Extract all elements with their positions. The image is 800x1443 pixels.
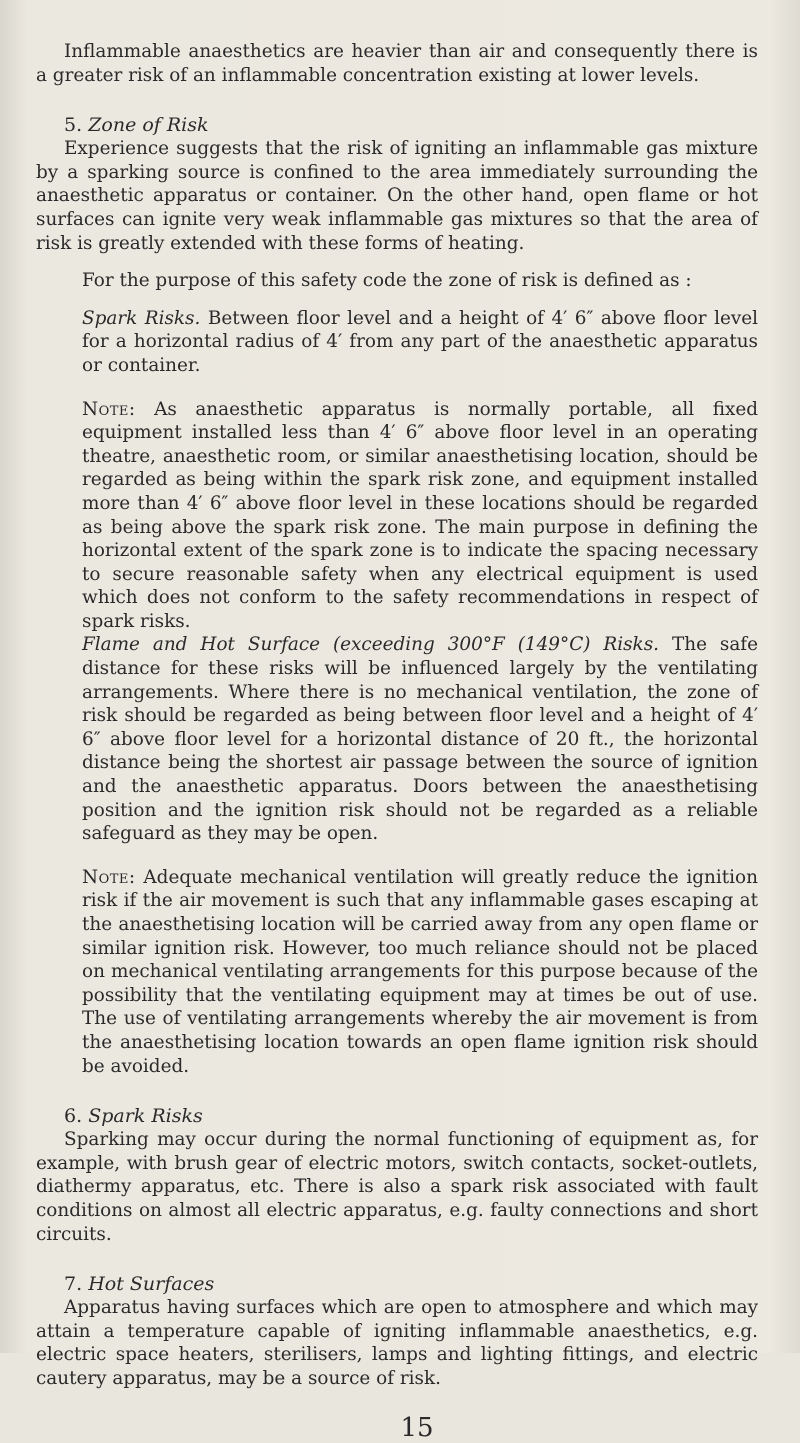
section-6-number: 6. [64,1105,83,1128]
note-1 [82,398,758,634]
section-7-title: Hot Surfaces [88,1273,215,1296]
section-5-number: 5. [64,114,83,137]
flame-risks-text: The safe distance for these risks will be influenced largely by the ventilating arrangements. Where there is no mechanical ventilation, the zone of risk should be regarded as being between floor level and a height of 4′ 6″ above floor level for a horizontal distance of 20 ft., the horizontal distance being the shortest air passage between the source of ignition and the anaesthetic apparatus. Doors between the anaesthetising position and the ignition risk should not be regarded as a reliable safeguard as they may be open. [82,634,758,845]
note-1-label: Note: [82,398,136,420]
section-5-heading [64,113,758,137]
flame-risks-definition [82,633,758,845]
section-6-paragraph: Sparking may occur during the normal functioning of equipment as, for example, with brush gear of electric motors, switch contacts, socket-outlets, diathermy apparatus, etc. There is also a spark risk associated with fault conditions on almost all electric apparatus, e.g. faulty connections and short circuits. [36,1129,758,1245]
section-5-paragraph: Experience suggests that the risk of igniting an inflammable gas mixture by a sparking source is confined to the area immediately surrounding the anaesthetic apparatus or container. On the other hand, open flame or hot surfaces can ignite very weak inflammable gas mixtures so that the area of risk is greatly extended with these forms of heating. [36,138,758,254]
zone-definition-intro: For the purpose of this safety code the zone of risk is defined as : [82,270,692,292]
section-5-title: Zone of Risk [88,114,209,137]
note-2-label: Note: [82,866,136,888]
spark-risks-label: Spark Risks. [82,307,201,329]
note-1-text: As anaesthetic apparatus is normally portable, all fixed equipment installed less than 4′ 6″ above floor level in an operating theatre, anaesthetic room, or similar anaesthetising location, should be regarded as being within the spark risk zone, and equipment installed more than 4′ 6″ above floor level in these locations should be regarded as being above the spark risk zone. The main purpose in defining the horizontal extent of the spark zone is to indicate the spacing necessary to secure reasonable safety when any electrical equipment is used which does not conform to the safety recommendations in respect of spark risks. [82,398,758,632]
zone-definitions [82,269,758,1078]
page-number: 15 [400,1412,434,1443]
note-2-text: Adequate mechanical ventilation will greatly reduce the ignition risk if the air movement is such that any inflammable gases escaping at the anaesthetising location will be carried away from any open flame or similar ignition risk. However, too much reliance should not be placed on mechanical ventilating arrangements for this purpose because of the possibility that the ventilating equipment may at times be out of use. The use of ventilating arrangements whereby the air movement is from the anaesthetising location towards an open flame ignition risk should be avoided. [82,866,758,1077]
section-6-title: Spark Risks [88,1105,203,1128]
spark-risks-definition [82,307,758,378]
flame-risks-label: Flame and Hot Surface (exceeding 300°F (149°C) Risks. [82,634,659,656]
note-2 [82,866,758,1078]
section-6-heading [64,1104,758,1128]
section-7-number: 7. [64,1273,83,1296]
spark-risks-text: Between floor level and a height of 4′ 6″ above floor level for a horizontal radius of 4′ from any part of the anaesthetic apparatus or container. [82,307,758,376]
intro-paragraph: Inflammable anaesthetics are heavier than air and consequently there is a greater risk of an inflammable concentration existing at lower levels. [36,41,758,86]
section-7-heading [64,1272,758,1296]
section-7-paragraph: Apparatus having surfaces which are open to atmosphere and which may attain a temperature capable of igniting inflammable anaesthetics, e.g. electric space heaters, sterilisers, lamps and lighting fittings, and electric cautery apparatus, may be a source of risk. [36,1297,758,1389]
